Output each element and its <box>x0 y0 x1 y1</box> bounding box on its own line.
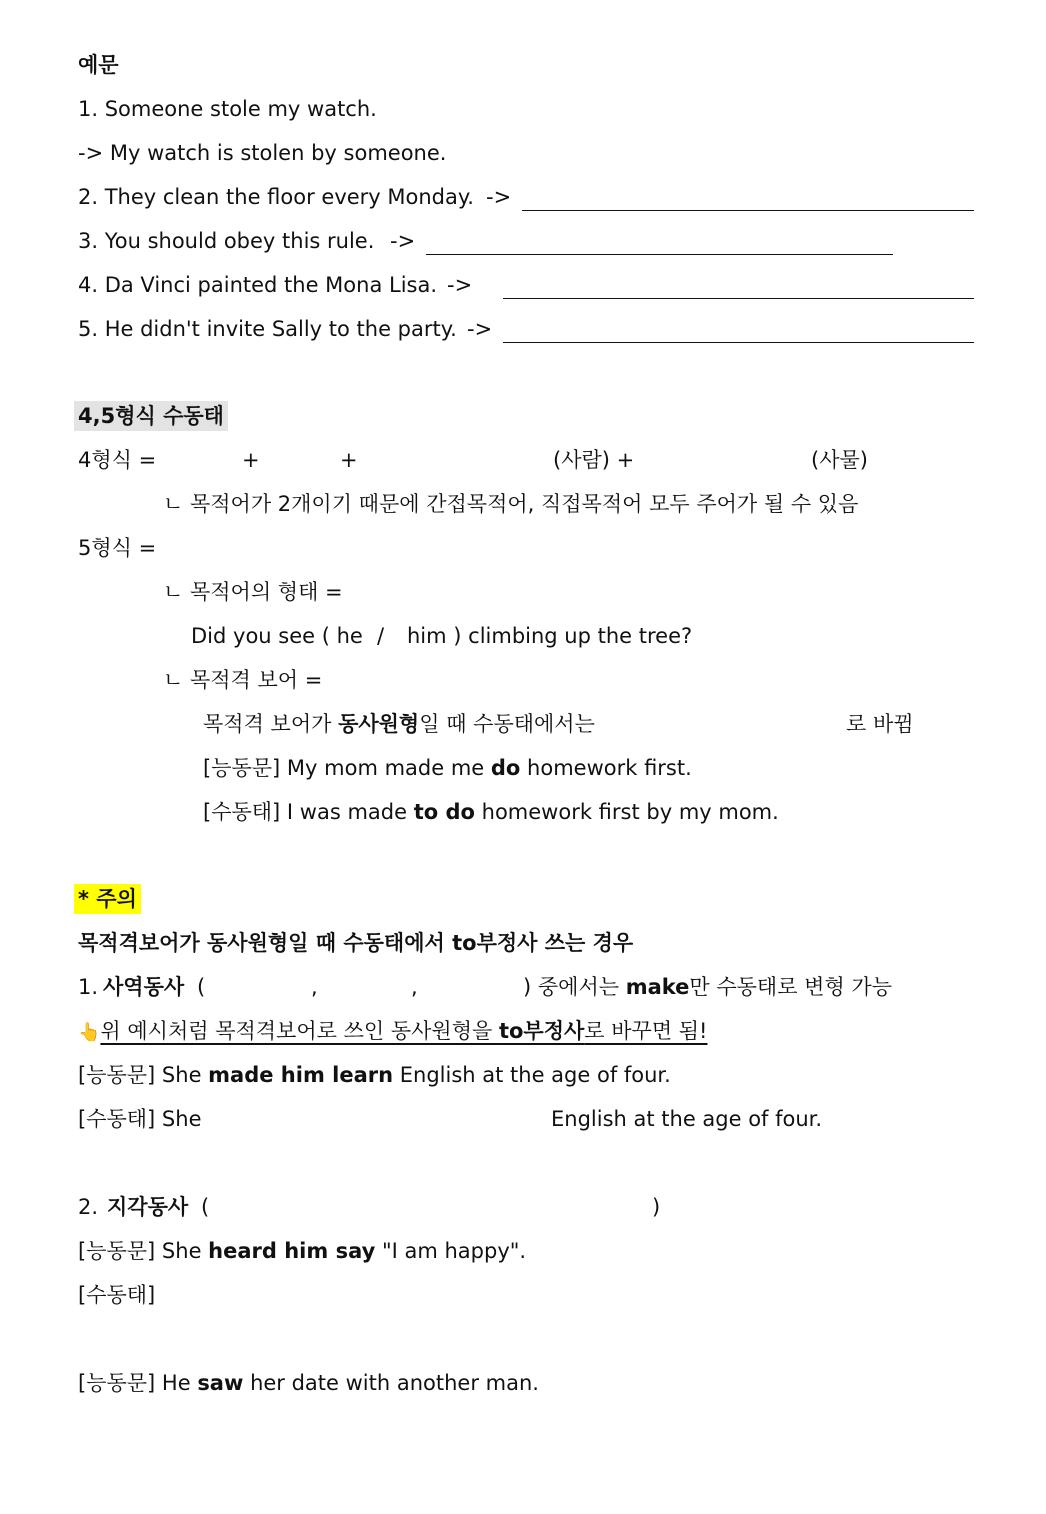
item-number: 1. <box>78 975 99 999</box>
arrow-text: -> <box>467 317 493 341</box>
obj-form-label: ㄴ 목적어의 형태 = <box>163 580 343 604</box>
slash: / <box>377 624 385 648</box>
arrow-text: -> <box>390 229 416 253</box>
quiz-text: Did you see ( he <box>191 624 363 648</box>
person-label: (사람) + <box>553 448 635 472</box>
item-number: 2. <box>78 1195 99 1219</box>
paren-close: ) <box>652 1195 661 1219</box>
example-sentence: 4. Da Vinci painted the Mona Lisa. <box>78 273 438 297</box>
form5-label: 5형식 = <box>78 536 157 560</box>
example-sentence: 3. You should obey this rule. <box>78 229 375 253</box>
paren-open: ( <box>197 975 206 999</box>
comma: , <box>411 975 418 999</box>
answer-blank-line[interactable] <box>426 254 893 255</box>
pointing-hand-icon: 👆 <box>78 1022 101 1043</box>
comma: , <box>311 975 318 999</box>
example-sentence: 1. Someone stole my watch. <box>78 97 377 121</box>
passive-example: [수동태] She <box>78 1107 202 1131</box>
perception-label: 지각동사 <box>107 1195 189 1219</box>
active-example: [능동문] She made him learn English at the age of four. <box>78 1063 671 1087</box>
thing-label: (사물) <box>811 448 868 472</box>
paren-open: ( <box>201 1195 210 1219</box>
answer-blank-line[interactable] <box>503 342 974 343</box>
tip-text: 👆위 예시처럼 목적격보어로 쓰인 동사원형을 to부정사로 바꾸면 됨! <box>78 1016 707 1048</box>
form4-label: 4형식 = <box>78 448 157 472</box>
caution-heading: * 주의 <box>74 884 141 914</box>
caution-subheading: 목적격보어가 동사원형일 때 수동태에서 to부정사 쓰는 경우 <box>78 931 634 955</box>
arrow-text: -> <box>447 273 473 297</box>
example-answer: -> My watch is stolen by someone. <box>78 141 447 165</box>
active-example: [능동문] She heard him say "I am happy". <box>78 1239 527 1263</box>
active-example: [능동문] He saw her date with another man. <box>78 1371 539 1395</box>
form4-note: ㄴ 목적어가 2개이기 때문에 간접목적어, 직접목적어 모두 주어가 될 수 있음 <box>163 492 859 516</box>
passive-example-end: English at the age of four. <box>551 1107 823 1131</box>
example-sentence: 2. They clean the floor every Monday. <box>78 185 474 209</box>
rule-end: 로 바뀜 <box>846 712 914 736</box>
answer-blank-line[interactable] <box>503 298 974 299</box>
answer-blank-line[interactable] <box>522 210 974 211</box>
plus-sign: + <box>242 448 260 472</box>
obj-complement-label: ㄴ 목적격 보어 = <box>163 668 323 692</box>
passive-example: [수동태] I was made to do homework first by my mom. <box>203 800 779 824</box>
quiz-text: him ) climbing up the tree? <box>407 624 693 648</box>
active-example: [능동문] My mom made me do homework first. <box>203 756 692 780</box>
causative-rest: ) 중에서는 make만 수동태로 변형 가능 <box>523 975 892 999</box>
plus-sign: + <box>340 448 358 472</box>
causative-label: 사역동사 <box>103 975 185 999</box>
example-sentence: 5. He didn't invite Sally to the party. <box>78 317 457 341</box>
examples-heading: 예문 <box>78 53 119 77</box>
section-heading: 4,5형식 수동태 <box>74 401 228 431</box>
arrow-text: -> <box>486 185 512 209</box>
passive-example: [수동태] <box>78 1283 156 1307</box>
rule-text: 목적격 보어가 동사원형일 때 수동태에서는 <box>203 712 595 736</box>
